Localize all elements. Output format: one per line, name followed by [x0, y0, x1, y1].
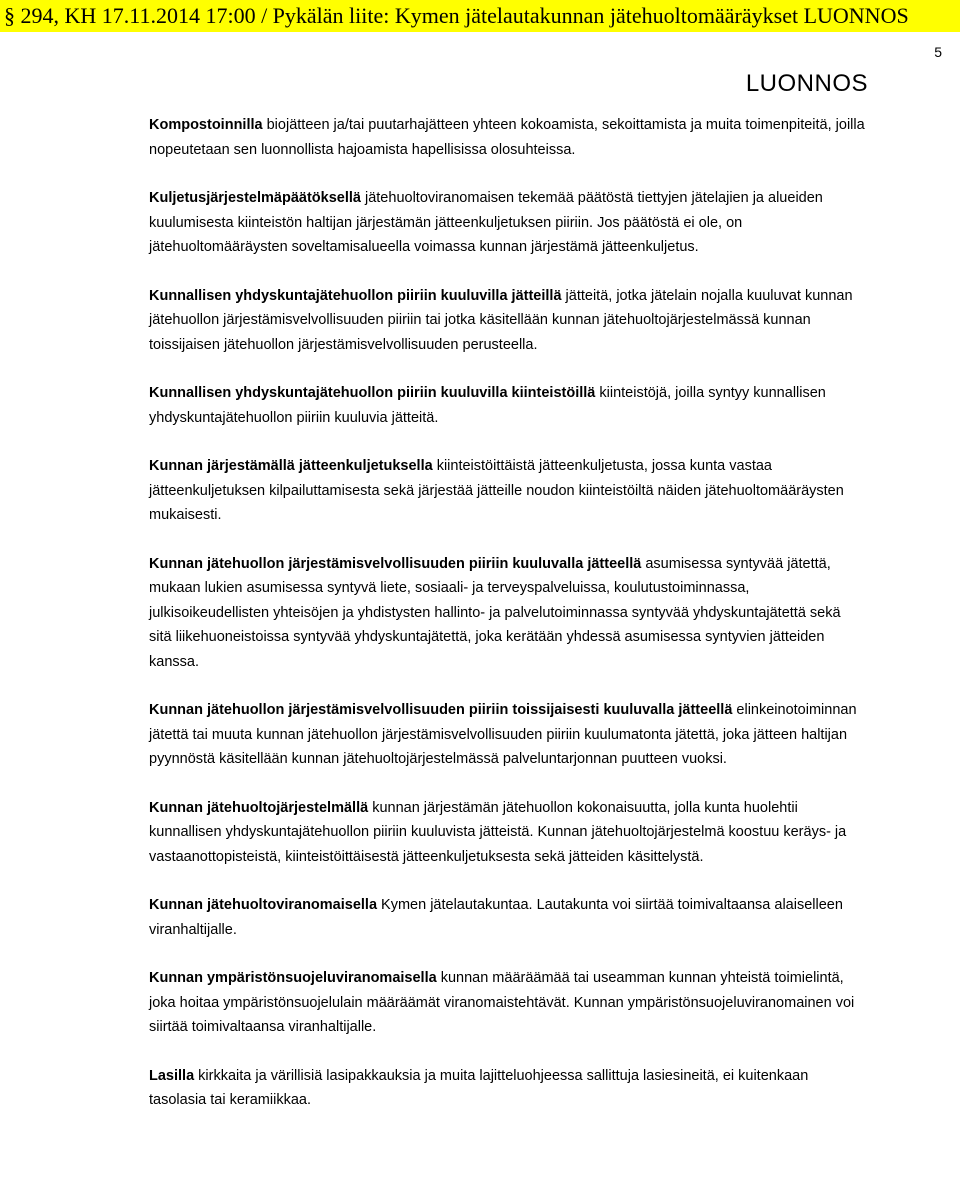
definition-paragraph	[149, 893, 867, 942]
definition-text: kunnan järjestämän jätehuollon kokonaisuutta, jolla kunta huolehtii kunnallisen yhdyskuntajätehuollon piiriin kuuluvista jätteistä. Kunnan jätehuoltojärjestelmä koostuu keräys- ja vastaanottopisteistä, kiinteistöittäisestä jätteenkuljetuksesta sekä jätteiden käsittelystä.	[149, 799, 847, 865]
definition-text: elinkeinotoiminnan jätettä tai muuta kunnan jätehuollon järjestämisvelvollisuuden piiriin kuulumatonta jätettä, joka jätteen haltijan pyynnöstä käsitellään kunnan jätehuoltojärjestelmässä palveluntarjonnan puutteen vuoksi.	[149, 702, 857, 767]
page-number: 5	[934, 44, 942, 60]
definition-term: Kunnan ympäristönsuojeluviranomaisella	[149, 970, 437, 986]
definition-paragraph	[149, 698, 867, 772]
definition-term: Kunnallisen yhdyskuntajätehuollon piiriin kuuluvilla jätteillä	[149, 287, 562, 304]
definition-term: Kompostoinnilla	[149, 117, 263, 133]
definition-text: kiinteistöittäistä jätteenkuljetusta, jossa kunta vastaa jätteenkuljetuksen kilpailuttamisesta sekä järjestää jätteille noudon kiinteistöiltä näiden jätehuoltomääräysten mukaisesti.	[149, 458, 844, 523]
definition-term: Lasilla	[149, 1067, 195, 1084]
definition-paragraph	[149, 381, 867, 430]
definition-paragraph	[149, 284, 867, 358]
definition-text: kirkkaita ja värillisiä lasipakkauksia ja muita lajitteluohjeessa sallittuja lasiesineitä, ei kuitenkaan tasolasia tai keramiikkaa.	[149, 1067, 809, 1108]
definition-paragraph	[149, 796, 867, 870]
definition-paragraph	[149, 454, 867, 528]
definition-paragraph	[149, 966, 867, 1040]
definition-term: Kunnallisen yhdyskuntajätehuollon piiriin kuuluvilla kiinteistöillä	[149, 385, 596, 401]
definition-term: Kuljetusjärjestelmäpäätöksellä	[149, 190, 361, 206]
definition-term: Kunnan jätehuoltojärjestelmällä	[149, 799, 369, 816]
document-body	[149, 113, 867, 1137]
definition-paragraph	[149, 1064, 867, 1113]
definition-term: Kunnan jätehuollon järjestämisvelvollisuuden piiriin kuuluvalla jätteellä	[149, 555, 642, 572]
definition-text: jätehuoltoviranomaisen tekemää päätöstä tiettyjen jätelajien ja alueiden kuulumisesta kiinteistön haltijan järjestämän jätteenkuljetuksen piiriin. Jos päätöstä ei ole, on jätehuoltomääräysten soveltamisalueella voimassa kunnan järjestämä jätteenkuljetus.	[149, 190, 823, 255]
definition-text: kiinteistöjä, joilla syntyy kunnallisen yhdyskuntajätehuollon piiriin kuuluvia jätteitä.	[149, 385, 826, 426]
draft-label: LUONNOS	[745, 70, 868, 97]
definition-text: Kymen jätelautakuntaa. Lautakunta voi siirtää toimivaltaansa alaiselleen viranhaltijalle.	[149, 897, 843, 938]
definition-text: asumisessa syntyvää jätettä, mukaan lukien asumisessa syntyvä liete, sosiaali- ja terveyspalveluissa, koulutustoiminnassa, julkisoikeudellisten yhteisöjen ja yhdistysten hallinto- ja palvelutoiminnassa syntyvää yhdyskuntajätettä sekä sitä liikehuoneistoissa syntyvää yhdyskuntajätettä, joka kerätään yhdessä asumisessa syntyvien jätteiden kanssa.	[149, 555, 841, 670]
definition-paragraph	[149, 552, 867, 675]
definition-term: Kunnan jätehuollon järjestämisvelvollisuuden piiriin toissijaisesti kuuluvalla jätteellä	[149, 702, 733, 718]
definition-paragraph	[149, 186, 867, 260]
definition-text: kunnan määräämää tai useamman kunnan yhteistä toimielintä, joka hoitaa ympäristönsuojelulain määräämät viranomaistehtävät. Kunnan ympäristönsuojeluviranomainen voi siirtää toimivaltaansa viranhaltijalle.	[149, 970, 855, 1035]
definition-text: jätteitä, jotka jätelain nojalla kuuluvat kunnan jätehuollon järjestämisvelvollisuuden piiriin tai jotka käsitellään kunnan jätehuoltojärjestelmässä kunnan toissijaisen jätehuollon järjestämisvelvollisuuden perusteella.	[149, 287, 853, 353]
definition-paragraph	[149, 113, 867, 162]
definition-text: biojätteen ja/tai puutarhajätteen yhteen kokoamista, sekoittamista ja muita toimenpiteitä, joilla nopeutetaan sen luonnollista hajoamista hapellisissa olosuhteissa.	[149, 117, 865, 158]
header-banner	[0, 0, 960, 32]
definition-term: Kunnan järjestämällä jätteenkuljetuksella	[149, 458, 433, 474]
header-banner-text: § 294, KH 17.11.2014 17:00 / Pykälän liite: Kymen jätelautakunnan jätehuoltomääräykset LUONNOS	[4, 3, 909, 28]
definition-term: Kunnan jätehuoltoviranomaisella	[149, 897, 378, 913]
